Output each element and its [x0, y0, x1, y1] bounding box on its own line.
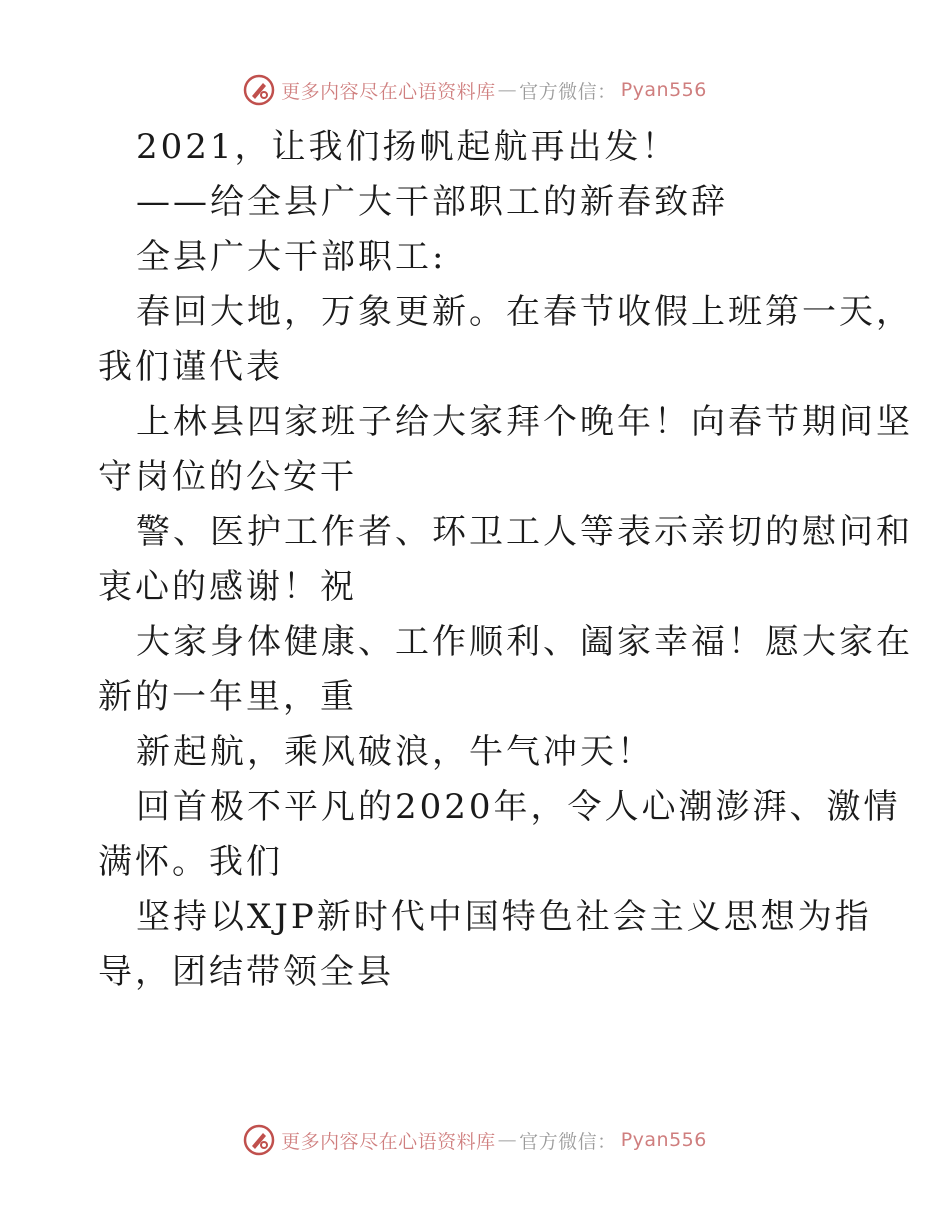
- watermark-separator: —: [497, 79, 518, 101]
- paragraph-line: 新的一年里，重: [98, 677, 357, 717]
- paragraph-line: 衷心的感谢！祝: [98, 567, 357, 607]
- paragraph-line: 我们谨代表: [98, 347, 283, 387]
- paragraph-line: 守岗位的公安干: [98, 457, 357, 497]
- document-subtitle: ——给全县广大干部职工的新春致辞: [136, 182, 728, 222]
- watermark-text: 更多内容尽在心语资料库: [281, 80, 496, 103]
- paragraph-line: 新起航，乘风破浪，牛气冲天！: [136, 732, 654, 772]
- paragraph-line: 春回大地，万象更新。在春节收假上班第一天，: [136, 292, 913, 332]
- quill-logo-icon: [243, 74, 275, 106]
- paragraph-line: 坚持以XJP新时代中国特色社会主义思想为指: [136, 897, 872, 937]
- paragraph-line: 上林县四家班子给大家拜个晚年！向春节期间坚: [136, 402, 913, 442]
- watermark-text: 更多内容尽在心语资料库: [281, 1130, 496, 1153]
- document-title: 2021，让我们扬帆起航再出发！: [136, 127, 679, 167]
- paragraph-line: 大家身体健康、工作顺利、阖家幸福！愿大家在: [136, 622, 913, 662]
- paragraph-line: 满怀。我们: [98, 842, 283, 882]
- salutation: 全县广大干部职工:: [136, 237, 447, 277]
- watermark-id: Pyan556: [620, 79, 707, 101]
- watermark-label: 官方微信：: [519, 1130, 617, 1153]
- watermark-id: Pyan556: [620, 1129, 707, 1151]
- quill-logo-icon: [243, 1124, 275, 1156]
- watermark-label: 官方微信：: [519, 80, 617, 103]
- paragraph-line: 回首极不平凡的2020年，令人心潮澎湃、激情: [136, 787, 901, 827]
- paragraph-line: 警、医护工作者、环卫工人等表示亲切的慰问和: [136, 512, 913, 552]
- watermark-separator: —: [497, 1129, 518, 1151]
- paragraph-line: 导，团结带领全县: [98, 952, 394, 992]
- footer-watermark: [0, 1120, 950, 1160]
- document-body: [98, 120, 913, 1000]
- header-watermark: [0, 70, 950, 110]
